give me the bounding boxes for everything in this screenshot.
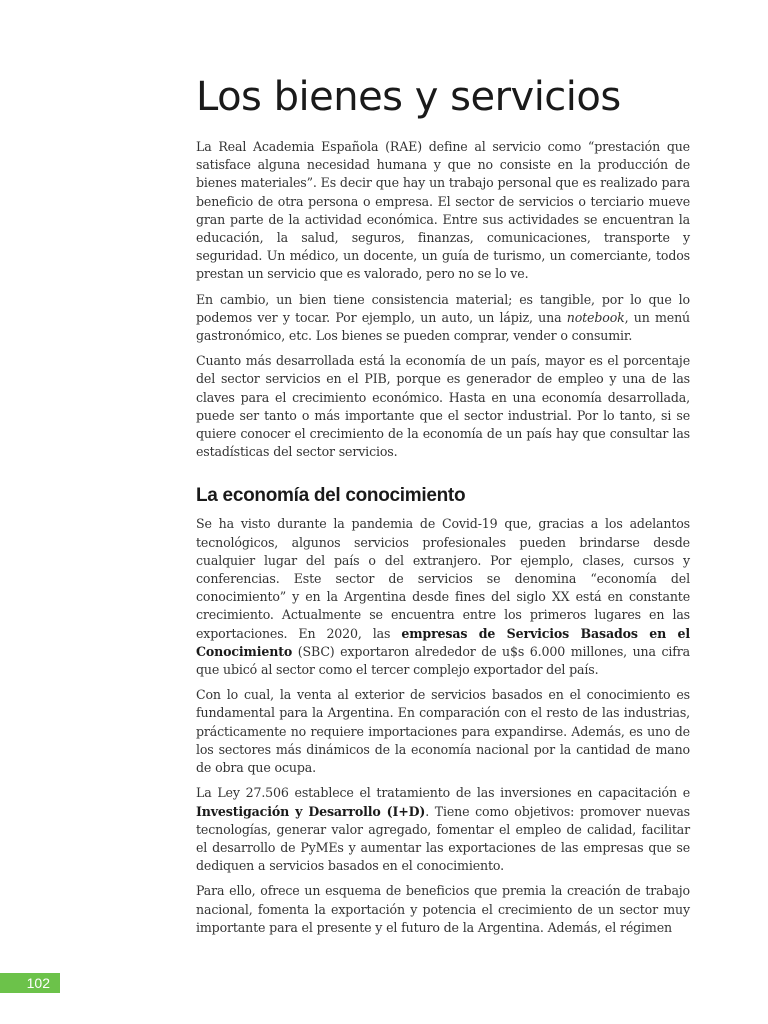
section-paragraph-1 xyxy=(196,515,690,679)
page-content xyxy=(196,70,690,944)
text-run: , un menú gastronómico, etc. Los bienes se pueden comprar, vender o consumir. xyxy=(196,309,691,344)
intro-paragraph-2 xyxy=(196,291,690,346)
section-paragraph-2: Con lo cual, la venta al exterior de servicios basados en el conocimiento es fundamental para la Argentina. En comparación con el resto de las industrias, prácticamente no requiere importaciones para expandirse. Además, es uno de los sectores más dinámicos de la economía nacional por la cantidad de mano de obra que ocupa. xyxy=(196,687,690,776)
bold-term-sbc: empresas de Servicios Basados en el Conocimiento xyxy=(196,625,690,659)
section-paragraph-3 xyxy=(196,784,690,875)
text-run: En cambio, un bien tiene consistencia material; es tangible, por lo que lo podemos ver y tocar. Por ejemplo, un auto, un lápiz, una xyxy=(196,291,690,325)
emphasis-notebook: notebook xyxy=(566,309,625,325)
intro-paragraph-3: Cuanto más desarrollada está la economía de un país, mayor es el porcentaje del sector servicios en el PIB, porque es generador de empleo y una de las claves para el crecimiento económico. Hasta en una economía desarrollada, puede ser tanto o más importante que el sector industrial. Por lo tanto, si se quiere conocer el crecimiento de la economía de un país hay que consultar las estadísticas del sector servicios. xyxy=(196,353,690,460)
text-run: . Tiene como objetivos: promover nuevas tecnologías, generar valor agregado, fomentar el empleo de calidad, facilitar el desarrollo de PyMEs y aumentar las exportaciones de las empresas que se dediquen a servicios basados en el conocimiento. xyxy=(196,803,690,874)
text-run: La Ley 27.506 establece el tratamiento de las inversiones en capacitación e xyxy=(196,785,690,801)
section-paragraph-4: Para ello, ofrece un esquema de beneficios que premia la creación de trabajo nacional, fomenta la exportación y potencia el crecimiento de un sector muy importante para el presente y el futuro de la Argentina. Además, el régimen xyxy=(196,883,690,935)
bold-term-id: Investigación y Desarrollo (I+D) xyxy=(196,803,426,819)
text-run: Se ha visto durante la pandemia de Covid-19 que, gracias a los adelantos tecnológicos, algunos servicios profesionales pueden brindarse desde cualquier lugar del país o del extranjero. Por ejemplo, clases, cursos y conferencias. Este sector de servicios se denomina “economía del conocimiento” y en la Argentina desde fines del siglo XX está en constante crecimiento. Actualmente se encuentra entre los primeros lugares en las exportaciones. En 2020, las xyxy=(196,516,690,641)
intro-paragraph-1: La Real Academia Española (RAE) define al servicio como “prestación que satisface alguna necesidad humana y que no consiste en la producción de bienes materiales”. Es decir que hay un trabajo personal que es realizado para beneficio de otra persona o empresa. El sector de servicios o terciario mueve gran parte de la actividad económica. Entre sus actividades se encuentran la educación, la salud, seguros, finanzas, comunicaciones, transporte y seguridad. Un médico, un docente, un guía de turismo, un comerciante, todos prestan un servicio que es valorado, pero no se lo ve. xyxy=(196,139,690,282)
page-number-badge: 102 xyxy=(0,973,60,993)
section-title: La economía del conocimiento xyxy=(196,485,466,507)
page-title: Los bienes y servicios xyxy=(196,74,621,120)
text-run: (SBC) exportaron alrededor de u$s 6.000 millones, una cifra que ubicó al sector como el tercer complejo exportador del país. xyxy=(196,643,690,678)
